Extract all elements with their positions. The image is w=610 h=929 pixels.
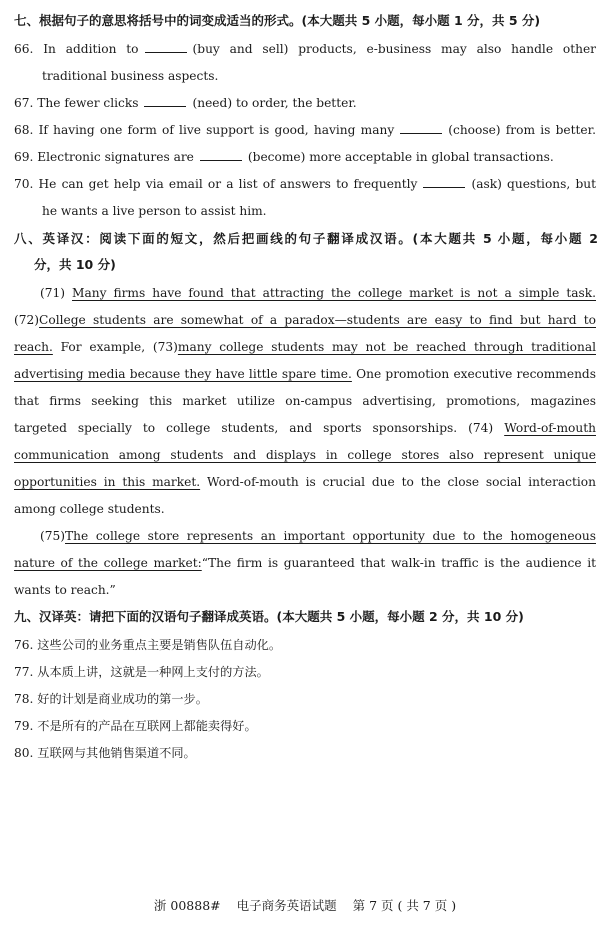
passage-line-2: (72)College students are somewhat of a paradox—students are easy to find but hard to [14, 313, 596, 327]
section-9-heading: 九、汉译英：请把下面的汉语句子翻译成英语。(本大题共 5 小题，每小题 2 分，共 10 分) [14, 609, 524, 624]
passage-line-9: among college students. [14, 502, 165, 516]
passage-line-3: reach. For example, (73)many college students may not be reached through traditional [14, 340, 596, 354]
passage-line-4: advertising media because they have little spare time. One promotion executive recommends [14, 367, 596, 381]
passage-line-10: (75)The college store represents an important opportunity due to the homogeneous [40, 529, 596, 543]
question-70-cont: he wants a live person to assist him. [42, 204, 267, 218]
passage-line-7 [14, 442, 596, 469]
question-69: 69. Electronic signatures are (become) more acceptable in global transactions. [14, 150, 554, 164]
question-80: 80. 互联网与其他销售渠道不同。 [14, 746, 196, 760]
translate-sentence-73-end: advertising media because they have little spare time. [14, 367, 352, 381]
translate-sentence-74-cont: communication among students and displays in college stores also represent unique [14, 448, 596, 462]
passage-line-11: nature of the college market:“The firm is guaranteed that walk-in traffic is the audience it [14, 556, 597, 570]
answer-blank-68[interactable] [400, 121, 442, 134]
answer-blank-70[interactable] [423, 175, 465, 188]
answer-blank-66[interactable] [145, 40, 187, 53]
translate-sentence-74: Word-of-mouth [504, 421, 596, 435]
passage-line-8: opportunities in this market. Word-of-mouth is crucial due to the close social interaction [14, 475, 596, 489]
translate-sentence-71: Many firms have found that attracting the college market is not a simple task. [72, 286, 596, 300]
question-70: 70. He can get help via email or a list of answers to frequently (ask) questions, but [14, 177, 596, 191]
passage-line-12: wants to reach.” [14, 583, 116, 597]
translate-sentence-72-end: reach. [14, 340, 53, 354]
translate-sentence-73: many college students may not be reached through traditional [177, 340, 596, 354]
question-67: 67. The fewer clicks (need) to order, the better. [14, 96, 357, 110]
page-number: 第 7 页 ( 共 7 页 ) [352, 898, 457, 913]
answer-blank-67[interactable] [144, 94, 186, 107]
question-68: 68. If having one form of live support is good, having many (choose) from is better. [14, 123, 596, 137]
exam-title: 电子商务英语试题 [236, 898, 337, 913]
section-8-heading-cont: 分，共 10 分) [34, 257, 116, 272]
section-8-heading: 八、英译汉：阅读下面的短文，然后把画线的句子翻译成汉语。(本大题共 5 小题，每小题 2 [14, 231, 598, 246]
translate-sentence-72: College students are somewhat of a paradox—students are easy to find but hard to [39, 313, 596, 327]
question-76: 76. 这些公司的业务重点主要是销售队伍自动化。 [14, 638, 282, 652]
passage-line-1: (71) Many firms have found that attracting the college market is not a simple task. [40, 286, 596, 300]
question-79: 79. 不是所有的产品在互联网上都能卖得好。 [14, 719, 257, 733]
answer-blank-69[interactable] [200, 148, 242, 161]
section-7-heading: 七、根据句子的意思将括号中的词变成适当的形式。(本大题共 5 小题，每小题 1 分，共 5 分) [14, 13, 541, 28]
question-77: 77. 从本质上讲，这就是一种网上支付的方法。 [14, 665, 269, 679]
passage-line-6: targeted specially to college students, and sports sponsorships. (74) Word-of-mouth [14, 421, 596, 435]
question-66: 66. In addition to (buy and sell) products, e-business may also handle other [14, 42, 596, 56]
question-78: 78. 好的计划是商业成功的第一步。 [14, 692, 208, 706]
exam-code: 浙 00888# [153, 898, 221, 913]
translate-sentence-75-end: nature of the college market: [14, 556, 202, 570]
translate-sentence-75: The college store represents an important opportunity due to the homogeneous [65, 529, 596, 543]
passage-line-5: that firms seeking this market utilize on-campus advertising, promotions, magazines [14, 394, 596, 408]
question-66-cont: traditional business aspects. [42, 69, 219, 83]
translate-sentence-74-end: opportunities in this market. [14, 475, 201, 489]
page-footer [0, 896, 610, 916]
